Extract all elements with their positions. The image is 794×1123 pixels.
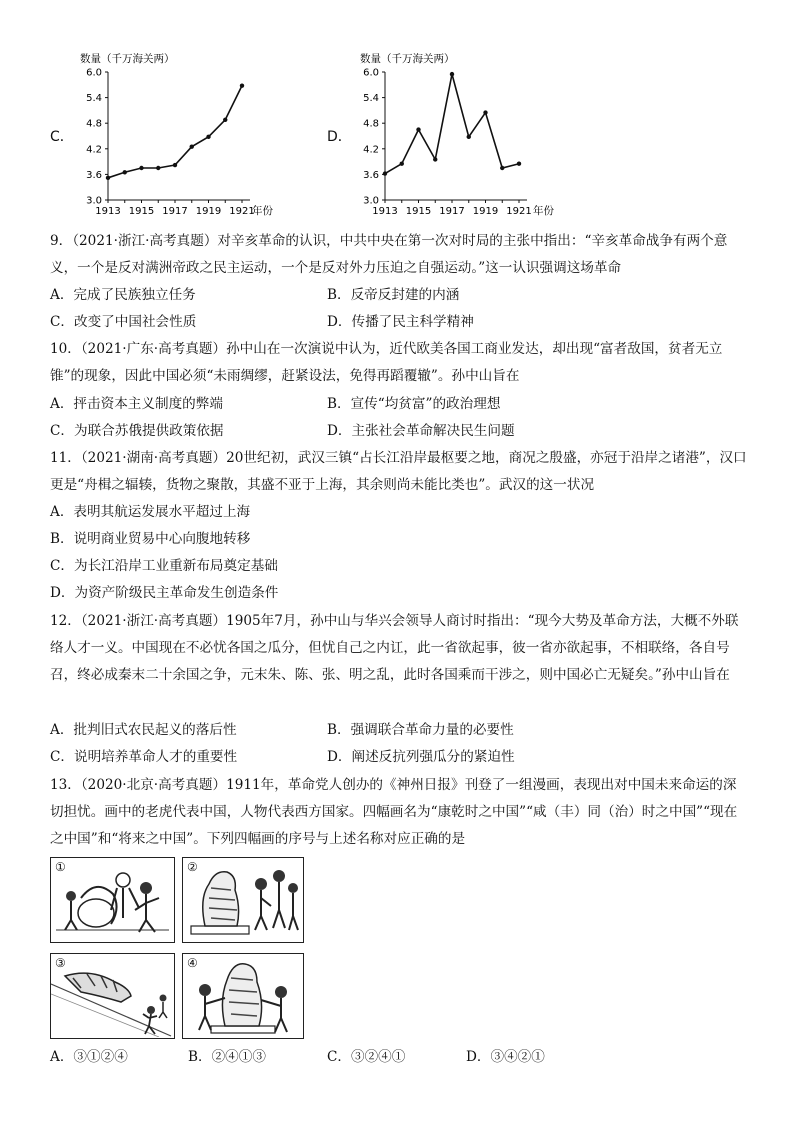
y-tick-label: 5.4	[86, 93, 102, 105]
data-point	[190, 144, 194, 148]
x-tick-label: 1921	[506, 206, 532, 217]
q13-option-a[interactable]: A．③①②④	[50, 1049, 128, 1065]
question-11-stem: 11．（2021·湖南·高考真题）20世纪初，武汉三镇“占长江沿岸最枢要之地，商况之殷盛，亦冠于沿岸之诸港”，汉口更是“舟楫之辐辏，货物之聚散，其盛不亚于上海，其余则尚未能比类也”。武汉的这一状况	[50, 450, 747, 493]
q10-option-a[interactable]: A．抨击资本主义制度的弊端	[50, 396, 223, 412]
q12-option-d[interactable]: D．阐述反抗列强瓜分的紧迫性	[327, 749, 515, 765]
q9-option-c[interactable]: C．改变了中国社会性质	[50, 314, 197, 330]
y-tick-label: 6.0	[86, 67, 102, 79]
q10-option-b[interactable]: B．宣传“均贫富”的政治理想	[327, 396, 501, 412]
q13-option-d[interactable]: D．③④②①	[466, 1049, 545, 1065]
question-10-stem: 10．（2021·广东·高考真题）孙中山在一次演说中认为，近代欧美各国工商业发达，却出现“富者敌国，贫者无立锥”的现象，因此中国必须“未雨绸缪，赶紧设法，免得再蹈覆辙”。孙中山旨在	[50, 341, 723, 384]
q13-option-b[interactable]: B．②④①③	[188, 1049, 266, 1065]
y-tick-label: 6.0	[363, 67, 379, 79]
q9-option-d[interactable]: D．传播了民主科学精神	[327, 314, 474, 330]
x-tick-label: 1915	[128, 206, 155, 217]
q12-option-a[interactable]: A．批判旧式农民起义的落后性	[50, 722, 237, 738]
option-d-label: D．	[327, 129, 352, 145]
cartoon-panel-2	[182, 857, 304, 943]
panel-number: ④	[187, 956, 198, 970]
cartoon-panel-1	[50, 857, 175, 943]
data-point	[517, 162, 521, 166]
data-point	[467, 135, 471, 139]
y-tick-label: 3.6	[363, 169, 379, 181]
x-tick-label: 1913	[372, 206, 398, 217]
data-point	[156, 166, 160, 170]
q10-option-d[interactable]: D．主张社会革命解决民生问题	[327, 423, 515, 439]
x-tick-label: 1921	[229, 206, 255, 217]
data-point	[483, 110, 487, 114]
cartoon-panel-3	[50, 953, 175, 1039]
panel-number: ①	[55, 860, 66, 874]
q10-option-c[interactable]: C．为联合苏俄提供政策依据	[50, 423, 224, 439]
q9-option-a[interactable]: A．完成了民族独立任务	[50, 287, 196, 303]
cartoon-charging-tiger-image	[51, 954, 173, 1037]
data-point	[450, 72, 454, 76]
cartoon-tiger-fighting-image	[51, 858, 173, 941]
chart-c-xlabel: 年份	[252, 205, 273, 217]
chart-c-axes	[108, 72, 250, 200]
x-tick-label: 1917	[439, 206, 465, 217]
question-13-stem: 13．（2020·北京·高考真题）1911年，革命党人创办的《神州日报》刊登了一组漫画，表现出对中国未来命运的深切担忧。画中的老虎代表中国，人物代表西方国家。四幅画名为“康乾时之中国”“咸（丰）同（治）时之中国”“现在之中国”和“将来之中国”。下列四幅画的序号与上述名称对应正确的是	[50, 777, 738, 847]
y-tick-label: 3.6	[86, 169, 102, 181]
x-tick-label: 1917	[162, 206, 188, 217]
panel-number: ③	[55, 956, 66, 970]
data-point	[383, 171, 387, 175]
data-point	[206, 135, 210, 139]
q9-option-b[interactable]: B．反帝反封建的内涵	[327, 287, 460, 303]
data-point	[240, 83, 244, 87]
x-tick-label: 1919	[472, 206, 499, 217]
question-12-stem: 12．（2021·浙江·高考真题）1905年7月，孙中山与华兴会领导人商讨时指出：“现今大势及革命方法，大概不外联络人才一义。中国现在不必忧各国之瓜分，但忧自己之内讧，此一省欲起事，彼一省亦欲起事，不相联络，各自号召，终必成秦末二十余国之争，元末朱、陈、张、明之乱，此时各国乘而干涉之，则中国必亡无疑矣。”孙中山旨在	[50, 613, 739, 683]
chart-c-ylabel: 数量（千万海关两）	[80, 53, 175, 65]
data-point	[433, 157, 437, 161]
q11-option-c[interactable]: C．为长江沿岸工业重新布局奠定基础	[50, 558, 278, 574]
data-point	[223, 118, 227, 122]
chart-d-xlabel: 年份	[533, 205, 554, 217]
chart-c	[70, 48, 285, 218]
data-point	[500, 166, 504, 170]
cartoon-sitting-tiger-image	[183, 858, 302, 941]
chart-d-series-line	[385, 74, 519, 173]
y-tick-label: 5.4	[363, 93, 379, 105]
cartoon-subdued-tiger-image	[183, 954, 302, 1037]
question-9-stem: 9．（2021·浙江·高考真题）对辛亥革命的认识，中共中央在第一次对时局的主张中指出：“辛亥革命战争有两个意义，一个是反对满洲帝政之民主运动，一个是反对外力压迫之自强运动。”这一认识强调这场革命	[50, 233, 728, 276]
q11-option-b[interactable]: B．说明商业贸易中心向腹地转移	[50, 531, 251, 547]
x-tick-label: 1919	[195, 206, 222, 217]
chart-d	[347, 48, 572, 218]
q11-option-a[interactable]: A．表明其航运发展水平超过上海	[50, 504, 251, 520]
y-tick-label: 4.2	[363, 144, 379, 156]
q12-option-c[interactable]: C．说明培养革命人才的重要性	[50, 749, 238, 765]
y-tick-label: 3.0	[86, 195, 102, 207]
y-tick-label: 4.2	[86, 144, 102, 156]
data-point	[400, 162, 404, 166]
cartoon-panel-4	[182, 953, 304, 1039]
data-point	[139, 166, 143, 170]
x-tick-label: 1913	[95, 206, 121, 217]
q13-option-c[interactable]: C．③②④①	[327, 1049, 406, 1065]
y-tick-label: 3.0	[363, 195, 379, 207]
q12-option-b[interactable]: B．强调联合革命力量的必要性	[327, 722, 514, 738]
q11-option-d[interactable]: D．为资产阶级民主革命发生创造条件	[50, 585, 279, 601]
chart-d-ylabel: 数量（千万海关两）	[360, 53, 455, 65]
data-point	[123, 170, 127, 174]
data-point	[416, 127, 420, 131]
y-tick-label: 4.8	[363, 118, 379, 130]
x-tick-label: 1915	[405, 206, 432, 217]
data-point	[173, 163, 177, 167]
y-tick-label: 4.8	[86, 118, 102, 130]
data-point	[106, 176, 110, 180]
panel-number: ②	[187, 860, 198, 874]
option-c-label: C．	[50, 129, 74, 145]
